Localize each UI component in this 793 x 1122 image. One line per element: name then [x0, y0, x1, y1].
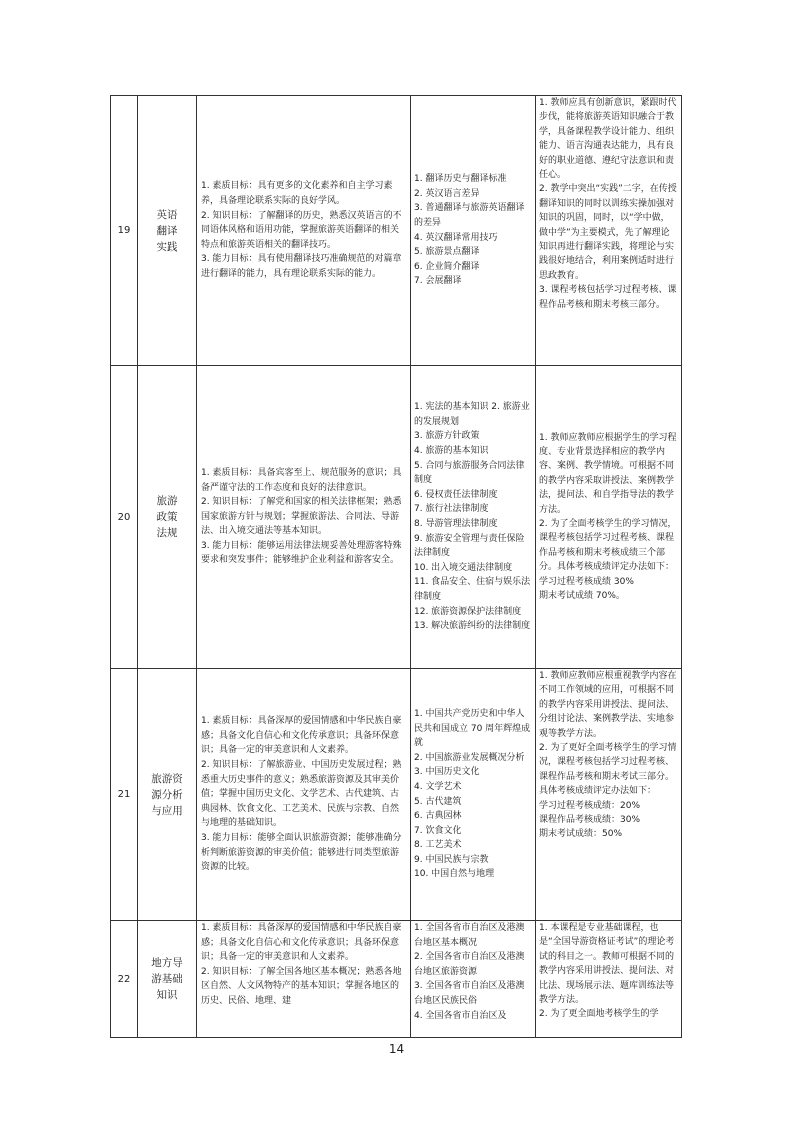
- course-name: [138, 921, 197, 1038]
- content-item: 5. 旅游景点翻译: [414, 247, 480, 258]
- course-goals: [197, 366, 411, 669]
- course-name-line: 源分析: [151, 788, 183, 801]
- content-item: 1. 中国共产党历史和中华人民共和国成立 70 周年辉煌成就: [414, 708, 531, 749]
- course-contents: [411, 366, 536, 669]
- content-item: 2. 中国旅游业发展概况分析: [414, 752, 525, 763]
- course-name-line: 法规: [156, 527, 178, 539]
- course-name: [138, 669, 197, 921]
- course-methods: [536, 366, 682, 669]
- course-table: [110, 95, 682, 1038]
- content-item: 7. 饮食文化: [414, 825, 462, 836]
- content-item: 12. 旅游资源保护法律制度: [414, 606, 522, 617]
- content-item: 2. 全国各省市自治区及港澳台地区旅游资源: [414, 952, 525, 977]
- content-item: 6. 侵权责任法律制度: [414, 489, 498, 500]
- course-name-line: 政策: [156, 511, 178, 523]
- course-number: 19: [111, 96, 138, 366]
- goal-item: 2. 知识目标：了解党和国家的相关法律框架；熟悉国家旅游方针与规划；掌握旅游法、合同法、导游法、出入境交通法等基本知识。: [201, 497, 402, 537]
- course-goals: [197, 921, 411, 1038]
- content-item: 6. 古典园林: [414, 811, 462, 822]
- goal-item: 3. 能力目标：能够运用法律法规妥善处理游客特殊要求和突发事件；能够维护企业利益和游客安全。: [201, 540, 402, 566]
- method-item: 1. 教师应教师应根重视教学内容在不同工作领域的应用，可根据不同的教学内容采用讲授法、提问法、分组讨论法、案例教学法、实地参观等教学方法。: [539, 671, 677, 739]
- course-contents: [411, 669, 536, 921]
- goal-item: 1. 素质目标：具备宾客至上、规范服务的意识；具备严谨守法的工作态度和良好的法律意识。: [201, 467, 402, 493]
- content-item: 3. 全国各省市自治区及港澳台地区民族民俗: [414, 981, 525, 1006]
- course-goals: [197, 669, 411, 921]
- content-item: 1. 翻译历史与翻译标准: [414, 174, 507, 185]
- course-methods: [536, 921, 682, 1038]
- method-item: 1. 本课程是专业基础课程，也是“全国导游资格证考试”的理论考试的科目之一。教师可根据不同的教学内容采用讲授法、提问法、对比法、现场展示法、题库训练法等教学方法。: [539, 923, 675, 1006]
- method-item: 1. 教师应具有创新意识，紧跟时代步伐，能将旅游英语知识融合于教学，具备课程教学设计能力、组织能力、语言沟通表达能力，具有良好的职业道德、遵纪守法意识和责任心。: [539, 98, 677, 181]
- goal-item: 2. 知识目标：了解旅游业、中国历史发展过程；熟悉重大历史事件的意义；熟悉旅游资源及其审美价值；掌握中国历史文化、文学艺术、古代建筑、古典园林、饮食文化、工艺美术、民族与宗教、自然与地理的基础知识。: [201, 760, 402, 829]
- method-item: 2. 为了更好全面考核学生的学习情况，课程考核包括学习过程考核、课程作品考核和期末考试三部分。具体考核成绩评定办法如下：: [539, 743, 677, 797]
- content-item: 11. 食品安全、住宿与娱乐法律制度: [414, 577, 531, 602]
- goal-item: 3. 能力目标：具有使用翻译技巧准确规范的对篇章进行翻译的能力，具有理论联系实际的能力。: [201, 254, 402, 279]
- goal-item: 1. 素质目标：具备深厚的爱国情感和中华民族自豪感；具备文化自信心和文化传承意识；具备环保意识；具备一定的审美意识和人文素养。: [201, 923, 402, 963]
- content-item: 7. 会展翻译: [414, 276, 462, 287]
- course-name-line: 旅游: [156, 495, 178, 507]
- goal-item: 2. 知识目标：了解全国各地区基本概况；熟悉各地区自然、人文风物特产的基本知识；掌握各地区的历史、民俗、地理、建: [201, 966, 402, 1006]
- content-item: 7. 旅行社法律制度: [414, 504, 489, 515]
- course-name-line: 实践: [156, 240, 178, 253]
- content-item: 8. 导游管理法律制度: [414, 519, 498, 529]
- table-row: [111, 921, 682, 1038]
- method-item: 学习过程考核成绩：20%: [539, 800, 641, 811]
- method-item: 2. 为了更全面地考核学生的学: [539, 1009, 659, 1020]
- course-methods: [536, 96, 682, 366]
- method-item: 学习过程考核成绩 30%: [539, 576, 634, 587]
- content-item: 9. 中国民族与宗教: [414, 854, 489, 865]
- course-name-line: 游基础: [151, 973, 183, 985]
- table-row: [111, 366, 682, 669]
- course-goals: [197, 96, 411, 366]
- content-item: 4. 文学艺术: [414, 781, 462, 792]
- course-contents: [411, 96, 536, 366]
- content-item: 4. 全国各省市自治区及: [414, 1010, 507, 1021]
- content-item: 3. 普通翻译与旅游英语翻译的差异: [414, 203, 525, 228]
- content-item: 8. 工艺美术: [414, 840, 462, 851]
- goal-item: 1. 素质目标：具有更多的文化素养和自主学习素养，具备理论联系实际的良好学风。: [201, 181, 393, 207]
- course-name-line: 翻译: [156, 224, 178, 237]
- method-item: 课程作品考核成绩：30%: [539, 815, 641, 826]
- table-row: [111, 96, 682, 366]
- method-item: 期末考试成绩：50%: [539, 829, 623, 840]
- content-item: 4. 英汉翻译常用技巧: [414, 232, 498, 243]
- content-item: 3. 旅游方针政策: [414, 431, 480, 442]
- method-item: 3. 课程考核包括学习过程考核、课程作品考核和期末考核三部分。: [539, 285, 677, 310]
- goal-item: 1. 素质目标：具备深厚的爱国情感和中华民族自豪感；具备文化自信心和文化传承意识；具备环保意识；具备一定的审美意识和人文素养。: [201, 716, 402, 756]
- content-item: 3. 中国历史文化: [414, 767, 480, 778]
- content-item: 9. 旅游安全管理与责任保险法律制度: [414, 533, 525, 559]
- course-number: 21: [111, 669, 138, 921]
- course-name-line: 与应用: [151, 804, 183, 817]
- course-name-line: 英语: [156, 208, 178, 221]
- course-number: 20: [111, 366, 138, 669]
- course-name: [138, 366, 197, 669]
- content-item: 1. 全国各省市自治区及港澳台地区基本概况: [414, 923, 525, 948]
- page-number: 14: [388, 1042, 405, 1056]
- course-number: 22: [111, 921, 138, 1038]
- course-name-line: 旅游资: [151, 772, 183, 785]
- content-item: 6. 企业简介翻译: [414, 261, 480, 272]
- course-name-line: 地方导: [151, 957, 183, 969]
- goal-item: 2. 知识目标：了解翻译的历史，熟悉汉英语言的不同语体风格和语用功能，掌握旅游英语翻译的相关特点和旅游英语相关的翻译技巧。: [201, 210, 402, 250]
- content-item: 4. 旅游的基本知识: [414, 446, 489, 457]
- course-contents: [411, 921, 536, 1038]
- table-row: [111, 669, 682, 921]
- content-item: 5. 古代建筑: [414, 796, 462, 807]
- course-name-line: 知识: [156, 989, 178, 1001]
- content-item: 5. 合同与旅游服务合同法律制度: [414, 460, 525, 486]
- method-item: 期末考试成绩 70%。: [539, 591, 625, 602]
- course-table-body: [111, 96, 682, 1038]
- content-item: 10. 出入境交通法律制度: [414, 562, 513, 573]
- content-item: 1. 宪法的基本知识 2. 旅游业的发展规划: [414, 402, 530, 427]
- goal-item: 3. 能力目标：能够全面认识旅游资源；能够准确分析判断旅游资源的审美价值；能够进行同类型旅游资源的比较。: [201, 832, 402, 873]
- content-item: 2. 英汉语言差异: [414, 188, 480, 199]
- method-item: 1. 教师应教师应根据学生的学习程度、专业背景选择相应的教学内容、案例、教学情境。可根据不同的教学内容采取讲授法、案例教学法，提问法、和自学指导法的教学方法。: [539, 432, 677, 515]
- method-item: 2. 为了全面考核学生的学习情况，课程考核包括学习过程考核、课程作品考核和期末考核成绩三个部分。具体考核成绩评定办法如下：: [539, 519, 677, 573]
- course-name: [138, 96, 197, 366]
- course-methods: [536, 669, 682, 921]
- content-item: 10. 中国自然与地理: [414, 869, 495, 880]
- content-item: 13. 解决旅游纠纷的法律制度: [414, 621, 531, 632]
- method-item: 2. 教学中突出“实践”二字，在传授翻译知识的同时以训练实操加强对知识的巩固，同时，以“学中做，做中学”为主要模式，先了解理论知识再进行翻译实践，将理论与实践很好地结合，利用案例适时进行思政教育。: [539, 184, 677, 281]
